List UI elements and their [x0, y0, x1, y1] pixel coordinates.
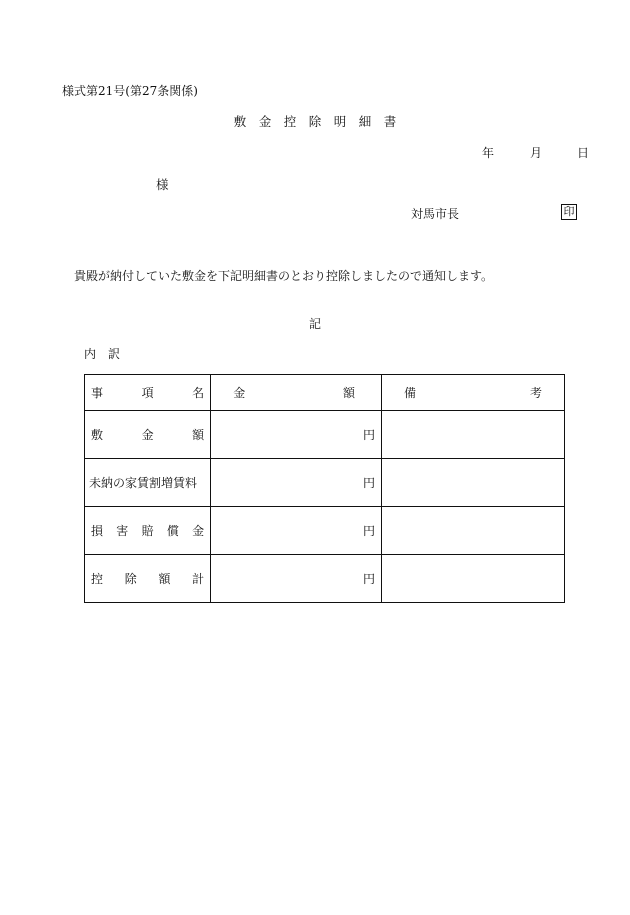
row-item-damages	[85, 507, 211, 555]
header-item	[85, 375, 211, 411]
row-item-char: 敷	[91, 428, 104, 442]
row-notes-deposit	[382, 411, 565, 459]
document-title: 敷 金 控 除 明 細 書	[233, 114, 397, 129]
seal-mark: 印	[561, 204, 577, 220]
date-day: 日	[577, 146, 590, 160]
row-amount-unpaid-rent: 円	[211, 459, 382, 507]
row-item-char: 賠	[141, 524, 154, 538]
breakdown-label: 内 訳	[84, 347, 121, 361]
header-item-char: 名	[192, 386, 205, 400]
header-notes	[382, 375, 565, 411]
recipient-honorific: 様	[156, 177, 169, 192]
row-item-char: 金	[192, 524, 205, 538]
issuer-name: 対馬市長	[411, 207, 460, 221]
row-amount-deposit: 円	[211, 411, 382, 459]
date-year: 年	[482, 146, 495, 160]
header-amount-char: 金	[233, 386, 246, 400]
row-notes-damages	[382, 507, 565, 555]
row-item-char: 額	[192, 428, 205, 442]
row-item-char: 償	[166, 524, 179, 538]
ki-label: 記	[308, 317, 321, 331]
row-item-char: 損	[91, 524, 104, 538]
row-item-char: 除	[124, 572, 137, 586]
header-amount	[211, 375, 382, 411]
row-item-deposit	[85, 411, 211, 459]
row-item-char: 金	[141, 428, 154, 442]
header-amount-char: 額	[343, 386, 356, 400]
table-row	[85, 507, 565, 555]
header-item-char: 項	[141, 386, 154, 400]
row-item-char: 額	[158, 572, 171, 586]
row-item-text: 未納の家賃割増賃料	[89, 476, 198, 490]
row-item-deduction-total	[85, 555, 211, 603]
table-header-row	[85, 375, 565, 411]
row-item-char: 計	[192, 572, 205, 586]
row-notes-deduction-total	[382, 555, 565, 603]
header-notes-char: 考	[529, 386, 542, 400]
table-row	[85, 411, 565, 459]
table-row	[85, 555, 565, 603]
table-row	[85, 459, 565, 507]
header-notes-char: 備	[404, 386, 417, 400]
row-item-char: 控	[91, 572, 104, 586]
row-amount-deduction-total: 円	[211, 555, 382, 603]
notice-body-text: 貴殿が納付していた敷金を下記明細書のとおり控除しましたので通知します。	[74, 269, 494, 283]
row-amount-damages: 円	[211, 507, 382, 555]
form-number: 様式第21号(第27条関係)	[62, 84, 198, 98]
row-notes-unpaid-rent	[382, 459, 565, 507]
row-item-char: 害	[116, 524, 129, 538]
breakdown-table	[84, 374, 565, 603]
date-month: 月	[530, 146, 543, 160]
row-item-unpaid-rent	[85, 459, 211, 507]
header-item-char: 事	[91, 386, 104, 400]
